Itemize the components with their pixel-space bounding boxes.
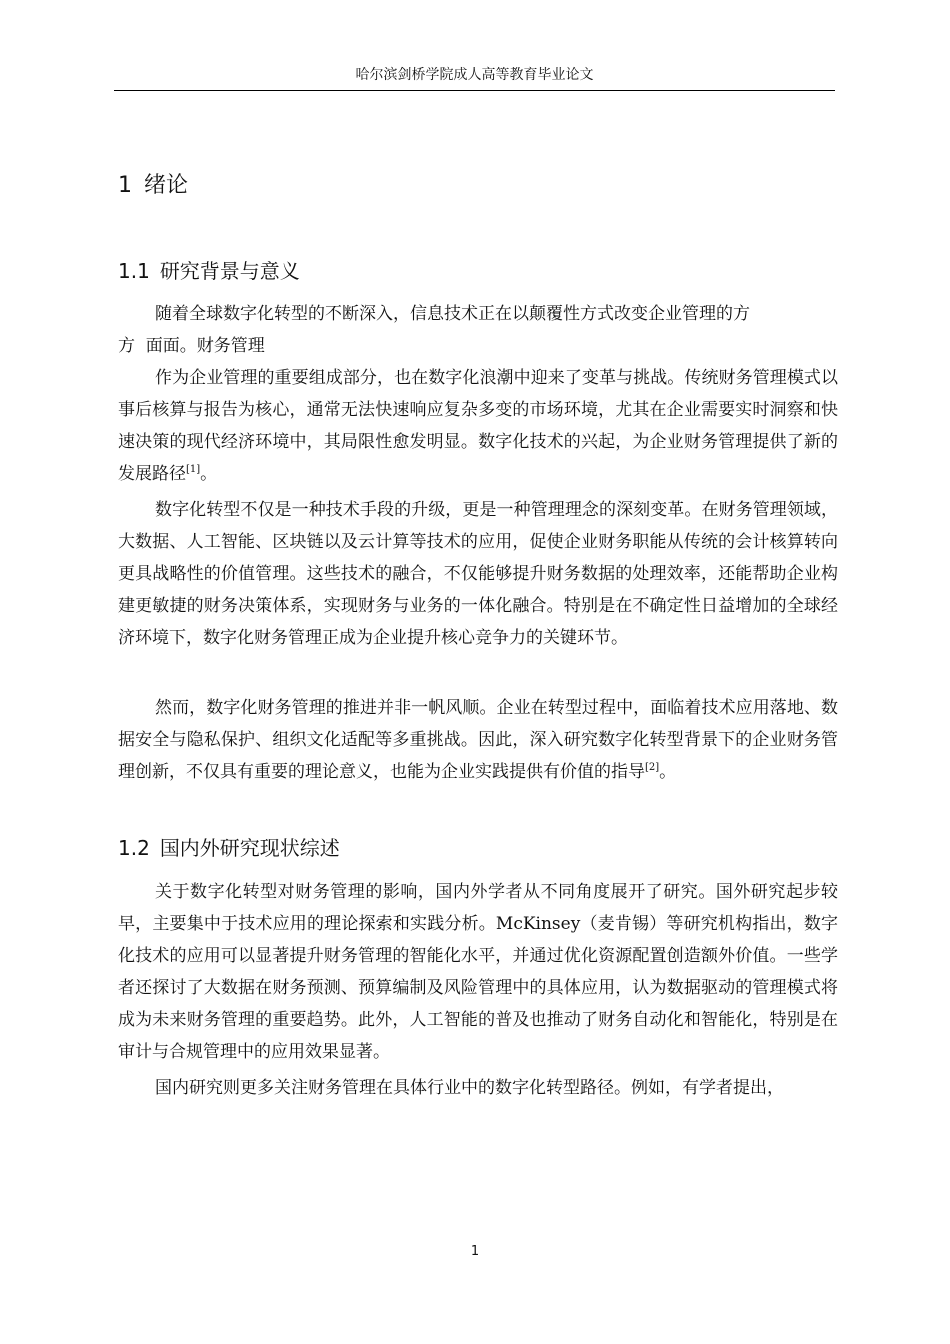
paragraph-text: 作为企业管理的重要组成部分，也在数字化浪潮中迎来了变革与挑战。传统财务管理模式以事后核算与报告为核心，通常无法快速响应复杂多变的市场环境，尤其在企业需要实时洞察和快速决策的现代经济环境中，其局限性愈发明显。数字化技术的兴起，为企业财务管理提供了新的发展路径 — [118, 368, 838, 484]
chapter-title: 绪论 — [144, 173, 189, 198]
citation-ref-2: [2] — [645, 762, 660, 773]
page-number: 1 — [470, 1244, 480, 1259]
paragraph-end: 。 — [200, 464, 218, 484]
paragraph-1-1-d — [118, 692, 838, 788]
paragraph-1-1-a-continued: 方 面面。财务管理 — [118, 336, 265, 356]
chapter-number: 1 — [118, 173, 132, 198]
paragraph-text: 然而，数字化财务管理的推进并非一帆风顺。企业在转型过程中，面临着技术应用落地、数据安全与隐私保护、组织文化适配等多重挑战。因此，深入研究数字化转型背景下的企业财务管理创新，不仅具有重要的理论意义，也能为企业实践提供有价值的指导 — [118, 698, 838, 782]
section-number: 1.2 — [118, 836, 150, 860]
chapter-heading — [118, 172, 188, 200]
citation-ref-1: [1] — [186, 464, 201, 475]
paragraph-1-2-b: 国内研究则更多关注财务管理在具体行业中的数字化转型路径。例如，有学者提出， — [155, 1078, 784, 1098]
paragraph-end: 。 — [659, 762, 677, 782]
paragraph-1-1-a: 随着全球数字化转型的不断深入，信息技术正在以颠覆性方式改变企业管理的方 — [155, 304, 750, 324]
section-heading-1-2 — [118, 834, 340, 862]
paragraph-1-1-c: 数字化转型不仅是一种技术手段的升级，更是一种管理理念的深刻变革。在财务管理领域，大数据、人工智能、区块链以及云计算等技术的应用，促使企业财务职能从传统的会计核算转向更具战略性的价值管理。这些技术的融合，不仅能够提升财务数据的处理效率，还能帮助企业构建更敏捷的财务决策体系，实现财务与业务的一体化融合。特别是在不确定性日益增加的全球经济环境下，数字化财务管理正成为企业提升核心竞争力的关键环节。 — [118, 500, 838, 648]
section-heading-1-1 — [118, 257, 300, 285]
paragraph-1-1-b — [118, 362, 838, 490]
section-title: 国内外研究现状综述 — [159, 836, 340, 860]
section-number: 1.1 — [118, 259, 150, 283]
section-title: 研究背景与意义 — [159, 259, 300, 283]
page-header: 哈尔滨剑桥学院成人高等教育毕业论文 — [114, 64, 835, 91]
paragraph-1-2-a: 关于数字化转型对财务管理的影响，国内外学者从不同角度展开了研究。国外研究起步较早，主要集中于技术应用的理论探索和实践分析。McKinsey（麦肯锡）等研究机构指出，数字化技术的应用可以显著提升财务管理的智能化水平，并通过优化资源配置创造额外价值。一些学者还探讨了大数据在财务预测、预算编制及风险管理中的具体应用，认为数据驱动的管理模式将成为未来财务管理的重要趋势。此外，人工智能的普及也推动了财务自动化和智能化，特别是在审计与合规管理中的应用效果显著。 — [118, 882, 838, 1062]
